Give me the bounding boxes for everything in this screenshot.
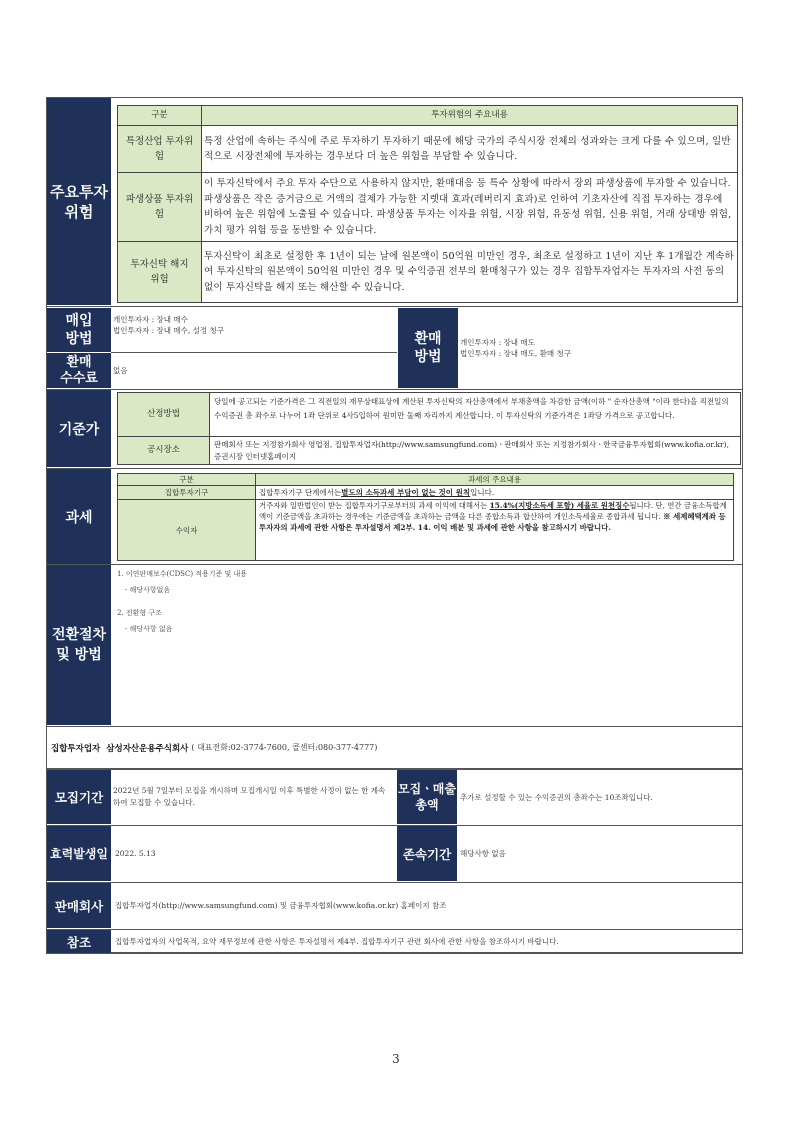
tax-fund-label: 집합투자기구	[118, 486, 256, 500]
manager-label: 집합투자업자	[51, 743, 101, 754]
risk-row-derivative-name: 파생상품 투자위 험	[118, 173, 202, 242]
divider	[46, 389, 743, 390]
duration-value: 해당사항 없음	[460, 849, 506, 858]
risk-head-col2: 투자위험의 주요내용	[202, 106, 737, 126]
redemption-line1: 개인투자자 : 장내 매도	[460, 338, 535, 347]
tax-fund-text: 집합투자기구 단계에서는 별도의 소득과세 부담이 없는 것이 원칙 입니다.	[256, 486, 733, 500]
redemption-value	[460, 308, 740, 388]
tax-investor-note: ※ 세제혜택계좌 등 투자자의 과세에 관한 사항은 투자설명서 제2부. 14. 이익 배분 및 과세에 관한 사항을 참고하시기 바랍니다.	[259, 511, 726, 532]
risk-table	[117, 105, 738, 303]
risk-row-termination-desc	[202, 242, 737, 302]
manager-contact: ( 대표전화:02-3774-7600, 콜센터:080-377-4777)	[191, 743, 378, 752]
base-price-label: 기준가	[47, 390, 111, 467]
duration-label: 존속기간	[397, 826, 457, 881]
risk-label: 주요투자 위험	[50, 182, 108, 221]
effective-date-value: 2022. 5.13	[115, 849, 156, 858]
effective-date-label: 효력발생일	[47, 826, 111, 881]
tax-investor-label: 수익자	[118, 500, 256, 560]
tax-label: 과세	[47, 469, 111, 564]
reference-label: 참조	[47, 930, 111, 953]
conversion-line3: 2. 전환형 구조	[117, 609, 162, 617]
sellers-label: 판매회사	[47, 883, 111, 928]
tax-investor-bold: 15.4%(지방소득세 포함) 세율로 원천징수	[489, 501, 630, 510]
conversion-content	[115, 569, 735, 719]
conversion-line2: - 해당사항없음	[125, 586, 171, 594]
purchase-line1: 개인투자자 : 장내 매수	[113, 315, 188, 324]
redemption-fee-value: 없음	[113, 366, 128, 375]
divider	[46, 468, 743, 469]
risk-row-industry-desc	[202, 126, 737, 173]
reference-value: 집합투자업자의 사업목적, 요약 재무정보에 관한 사항은 투자설명서 제4부. 집합투자기구 관련 회사에 관한 사항을 참조하시기 바랍니다.	[115, 937, 559, 946]
conversion-line4: - 해당사항 없음	[125, 625, 173, 633]
purchase-value	[113, 314, 393, 350]
page-number: 3	[392, 1052, 400, 1066]
tax-investor-text: 거주자와 일반법인이 받는 집합투자기구로부터의 과세 이익에 대해서는 15.4%(지방소득세 포함) 세율로 원천징수됩니다. 단, 연간 금융소득합계액이 기준금액을 초과하는 경우에는 기준금액을 초과하는 금액을 다른 종합소득과 합산하여 개인소득세율로 종합과세 됩니다. ※ 세제혜택계좌 등 투자자의 과세에 관한 사항은 투자설명서 제2부. 14. 이익 배분 및 과세에 관한 사항을 참고하시기 바랍니다.	[259, 501, 727, 532]
risk-row-derivative-desc	[202, 173, 737, 242]
sellers-value: 집합투자업자(http://www.samsungfund.com) 및 금융투자협회(www.kofia.or.kr) 홈페이지 참조	[115, 901, 447, 910]
redemption-label: 환매 방법	[398, 308, 458, 388]
redemption-line2: 법인투자자 : 장내 매도, 환매 청구	[460, 349, 572, 358]
conversion-label: 전환절차 및 방법	[47, 565, 111, 725]
risk-head-col1: 구분	[118, 106, 202, 126]
manager-row	[47, 727, 742, 768]
calc-method-label: 산정방법	[118, 393, 210, 437]
redemption-fee-label: 환매 수수료	[47, 353, 111, 388]
offering-period-value: 2022년 5월 7일부터 모집을 개시하며 모집개시일 이후 특별한 사정이 없는 한 계속하여 모집할 수 있습니다.	[113, 786, 386, 807]
tax-head-col2: 과세의 주요내용	[256, 474, 733, 486]
conversion-line1: 1. 이연판매보수(CDSC) 적용기준 및 내용	[117, 570, 248, 578]
purchase-label: 매입 방법	[47, 308, 111, 352]
offering-period-label: 모집기간	[47, 770, 111, 824]
tax-fund-bold: 별도의 소득과세 부담이 없는 것이 원칙	[341, 488, 471, 497]
risk-row-industry-text: 특정 산업에 속하는 주식에 주로 투자하기 투자하기 때문에 해당 국가의 주식시장 전체의 성과와는 크게 다를 수 있으며, 일반적으로 시장전체에 투자하는 경우보다 더 높은 위험을 부담할 수 있습니다.	[204, 135, 731, 162]
risk-row-termination-name: 투자신탁 해지 위험	[118, 242, 202, 302]
risk-row-termination-text: 투자신탁이 최초로 설정한 후 1년이 되는 날에 원본액이 50억원 미만인 경우, 최초로 설정하고 1년이 지난 후 1개월간 계속하여 투자신탁의 원본액이 50억원 미만인 경우 및 수익증권 전부의 환매청구가 있는 경우 집합투자업자는 투자자의 사전 동의 없이 투자신탁을 해지 또는 해산할 수 있습니다.	[204, 250, 734, 293]
offering-total-label: 모집ㆍ매출 총액	[397, 770, 457, 824]
divider	[46, 306, 743, 307]
top-label-strip	[47, 98, 111, 305]
base-price-table	[117, 392, 741, 465]
divider	[46, 564, 743, 565]
offering-total-value: 추가로 설정할 수 있는 수익증권의 총좌수는 10조좌입니다.	[460, 792, 653, 802]
risk-row-derivative-text: 이 투자신탁에서 주요 투자 수단으로 사용하지 않지만, 환매대응 등 특수 상황에 따라서 장외 파생상품에 투자할 수 있습니다. 파생상품은 작은 증거금으로 거액의 결제가 가능한 지렛대 효과(레버리지 효과)로 인하여 기초자산에 직접 투자하는 경우에 비하여 높은 위험에 노출될 수 있습니다. 파생상품 투자는 이자율 위험, 시장 위험, 유동성 위험, 신용 위험, 거래 상대방 위험, 가치 평가 위험 등을 동반할 수 있습니다.	[204, 178, 732, 236]
manager-name: 삼성자산운용주식회사	[106, 743, 189, 754]
calc-method-text: 당일에 공고되는 기준가격은 그 직전일의 재무상태표상에 계산된 투자신탁의 자산총액에서 부채총액을 차감한 금액(이하 " 순자산총액 "이라 한다)을 직전일의 수익증권 총 좌수로 나누어 1좌 단위로 4사5입하여 원미만 둘째 자리까지 계산합니다. 이 투자신탁의 기준가격은 1좌당 가격으로 공고합니다.	[210, 393, 740, 437]
purchase-line2: 법인투자자 : 장내 매수, 설정 청구	[113, 326, 225, 335]
notice-place-text: 판매회사 또는 지정참가회사 영업점, 집합투자업자(http://www.samsungfund.com)ㆍ판매회사 또는 지정참가회사ㆍ한국금융투자협회(www.kofia.or.kr), 증권시장 인터넷홈페이지	[214, 440, 729, 461]
notice-place-label: 공시장소	[118, 437, 210, 464]
risk-row-industry-name: 특정산업 투자위 험	[118, 126, 202, 173]
tax-table	[117, 473, 734, 561]
tax-head-col1: 구분	[118, 474, 256, 486]
